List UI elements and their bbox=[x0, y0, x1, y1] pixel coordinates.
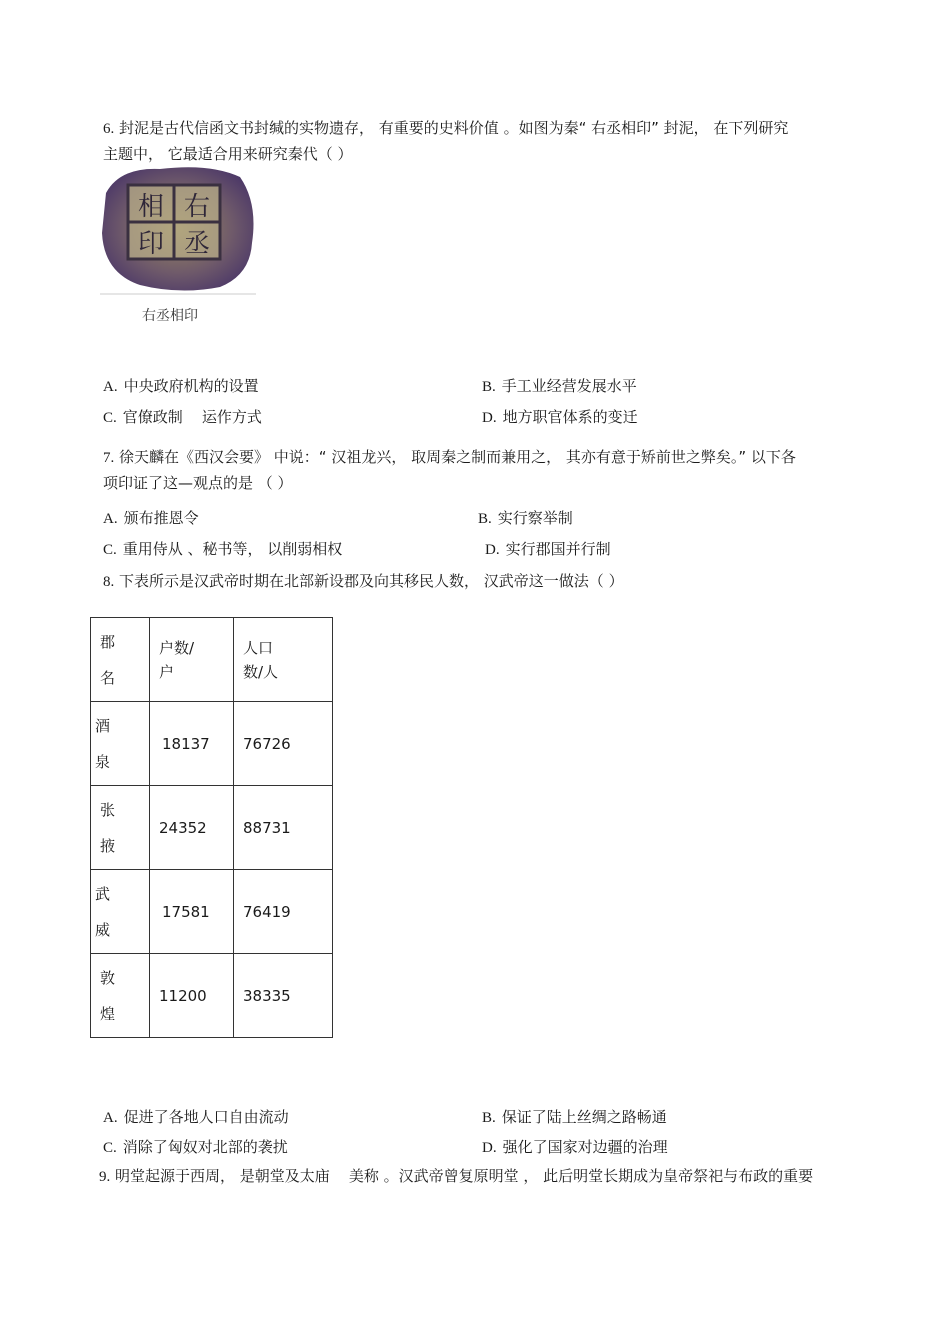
table-row bbox=[91, 870, 333, 954]
seal-image bbox=[100, 163, 256, 295]
option-text: 地方职官体系的变迁 bbox=[502, 408, 638, 426]
option-letter: C. bbox=[103, 1140, 117, 1156]
q8-stem: 下表所示是汉武帝时期在北部新设郡及向其移民人数， 汉武帝这一做法（ ） bbox=[119, 572, 624, 590]
option-text: 颁布推恩令 bbox=[123, 509, 199, 527]
q6-option-a[interactable] bbox=[103, 376, 259, 397]
q6-stem-part2: 主题中， 它最适合用来研究秦代（ ） bbox=[103, 145, 353, 163]
option-text: 保证了陆上丝绸之路畅通 bbox=[501, 1108, 667, 1126]
header-cell-households: 户数/户 bbox=[150, 618, 234, 702]
option-text: 促进了各地人口自由流动 bbox=[123, 1108, 289, 1126]
table-row bbox=[91, 786, 333, 870]
option-letter: A. bbox=[103, 511, 118, 527]
population-table bbox=[90, 617, 333, 1038]
q6-line1 bbox=[103, 118, 788, 139]
q6-stem-part1: 封泥是古代信函文书封缄的实物遗存， 有重要的史料价值 。如图为秦“ 右丞相印” 封泥， 在下列研究 bbox=[119, 119, 789, 137]
table-header-row bbox=[91, 618, 333, 702]
cell-commandery: 酒泉 bbox=[91, 702, 150, 786]
option-letter: B. bbox=[482, 1110, 496, 1126]
table-row bbox=[91, 954, 333, 1038]
cell-population: 38335 bbox=[234, 954, 333, 1038]
q8-number: 8. bbox=[103, 574, 115, 590]
option-letter: A. bbox=[103, 379, 118, 395]
option-text: 实行察举制 bbox=[497, 509, 573, 527]
option-letter: B. bbox=[478, 511, 492, 527]
option-text: 手工业经营发展水平 bbox=[501, 377, 637, 395]
q7-option-b[interactable] bbox=[478, 508, 573, 529]
q7-stem-part1: 徐天麟在《西汉会要》 中说：“ 汉祖龙兴， 取周秦之制而兼用之， 其亦有意于矫前世之弊矣。” 以下各 bbox=[119, 448, 796, 466]
q7-number: 7. bbox=[103, 450, 115, 466]
q8-line1 bbox=[103, 571, 624, 592]
option-text: 重用侍从 、秘书等， 以削弱相权 bbox=[122, 540, 343, 558]
option-text: 实行郡国并行制 bbox=[505, 540, 611, 558]
q8-option-a[interactable] bbox=[103, 1107, 289, 1128]
q9-line1 bbox=[99, 1166, 813, 1187]
cell-population: 76726 bbox=[234, 702, 333, 786]
seal-char-1: 右 bbox=[183, 192, 211, 222]
option-text: 官僚政制 运作方式 bbox=[122, 408, 262, 426]
option-text: 消除了匈奴对北部的袭扰 bbox=[122, 1138, 288, 1156]
q9-stem: 明堂起源于西周， 是朝堂及太庙 美称 。汉武帝曾复原明堂 ， 此后明堂长期成为皇帝祭祀与布政的重要 bbox=[115, 1167, 814, 1185]
q7-option-d[interactable] bbox=[485, 539, 611, 560]
cell-population: 88731 bbox=[234, 786, 333, 870]
cell-commandery: 武威 bbox=[91, 870, 150, 954]
cell-commandery: 张掖 bbox=[91, 786, 150, 870]
q7-stem-part2: 项印证了这—观点的是 （ ） bbox=[103, 474, 293, 492]
q7-option-a[interactable] bbox=[103, 508, 199, 529]
option-letter: C. bbox=[103, 542, 117, 558]
q6-option-c[interactable] bbox=[103, 407, 262, 428]
cell-households: 24352 bbox=[150, 786, 234, 870]
cell-households: 11200 bbox=[150, 954, 234, 1038]
table-row bbox=[91, 702, 333, 786]
q6-number: 6. bbox=[103, 121, 115, 137]
option-letter: B. bbox=[482, 379, 496, 395]
header-cell-commandery: 郡名 bbox=[91, 618, 150, 702]
cell-population: 76419 bbox=[234, 870, 333, 954]
q8-option-c[interactable] bbox=[103, 1137, 288, 1158]
header-cell-population: 人口数/人 bbox=[234, 618, 333, 702]
option-letter: A. bbox=[103, 1110, 118, 1126]
q6-option-b[interactable] bbox=[482, 376, 637, 397]
seal-char-4: 印 bbox=[137, 229, 165, 259]
seal-char-2: 丞 bbox=[183, 229, 211, 259]
option-letter: C. bbox=[103, 410, 117, 426]
option-text: 强化了国家对边疆的治理 bbox=[502, 1138, 668, 1156]
option-text: 中央政府机构的设置 bbox=[123, 377, 259, 395]
option-letter: D. bbox=[485, 542, 500, 558]
q7-line1 bbox=[103, 447, 796, 468]
seal-caption: 右丞相印 bbox=[142, 308, 198, 324]
option-letter: D. bbox=[482, 1140, 497, 1156]
q6-option-d[interactable] bbox=[482, 407, 638, 428]
q8-option-b[interactable] bbox=[482, 1107, 667, 1128]
cell-households: 18137 bbox=[150, 702, 234, 786]
option-letter: D. bbox=[482, 410, 497, 426]
q9-number: 9. bbox=[99, 1169, 111, 1185]
q8-option-d[interactable] bbox=[482, 1137, 668, 1158]
cell-households: 17581 bbox=[150, 870, 234, 954]
cell-commandery: 敦煌 bbox=[91, 954, 150, 1038]
q7-option-c[interactable] bbox=[103, 539, 342, 560]
seal-char-3: 相 bbox=[137, 192, 165, 222]
